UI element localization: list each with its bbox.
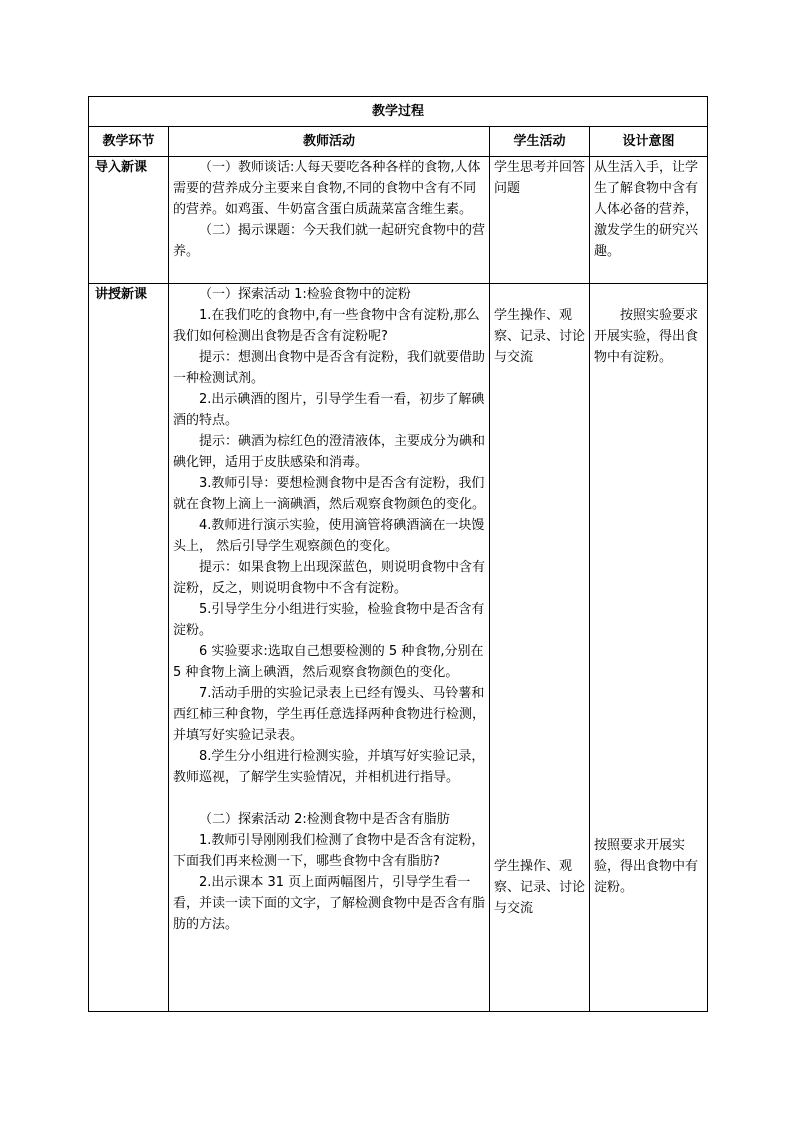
teacher-paragraph: （二）揭示课题：今天我们就一起研究食物中的营养。 bbox=[173, 223, 486, 259]
paragraph-gap bbox=[173, 788, 485, 809]
design-intent-cell bbox=[590, 157, 708, 284]
teacher-paragraph: （一）教师谈话:人每天要吃各种各样的食物,人体需要的营养成分主要来自食物,不同的食物中含有不同的营养。如鸡蛋、牛奶富含蛋白质蔬菜富含维生素。 bbox=[173, 160, 481, 217]
teacher-paragraph: 7.活动手册的实验记录表上已经有馒头、马铃薯和西红柿三种食物，学生再任意选择两种食物进行检测，并填写好实验记录表。 bbox=[173, 686, 486, 743]
header-stage: 教学环节 bbox=[89, 127, 169, 157]
intent-text: 从生活入手，让学生了解食物中含有人体必备的营养，激发学生的研究兴趣。 bbox=[594, 160, 699, 259]
student-text: 学生操作、观察、记录、讨论与交流 bbox=[494, 308, 586, 365]
teacher-paragraph: 3.教师引导：要想检测食物中是否含有淀粉，我们就在食物上滴上一滴碘酒，然后观察食物颜色的变化。 bbox=[173, 476, 486, 512]
student-activity-cell bbox=[490, 157, 590, 284]
student-activity-cell bbox=[490, 284, 590, 1012]
teacher-paragraph: 提示：想测出食物中是否含有淀粉，我们就要借助一种检测试剂。 bbox=[173, 350, 486, 386]
teacher-paragraph: 8.学生分小组进行检测实验，并填写好实验记录，教师巡视，了解学生实验情况，并相机进行指导。 bbox=[173, 749, 485, 785]
teacher-paragraph: 2.出示碘酒的图片，引导学生看一看，初步了解碘酒的特点。 bbox=[173, 392, 485, 428]
teacher-paragraph: 4.教师进行演示实验，使用滴管将碘酒滴在一块馒头上， 然后引导学生观察颜色的变化。 bbox=[173, 518, 485, 554]
intent-text: 按照实验要求开展实验，得出食物中有淀粉。 bbox=[594, 308, 699, 365]
design-intent-cell bbox=[590, 284, 708, 1012]
table-row bbox=[89, 284, 708, 1012]
stage-cell: 讲授新课 bbox=[89, 284, 169, 1012]
student-text: 学生思考并回答问题 bbox=[494, 160, 586, 196]
header-student-activity: 学生活动 bbox=[490, 127, 590, 157]
teacher-paragraph: 提示：如果食物上出现深蓝色，则说明食物中含有淀粉，反之，则说明食物中不含有淀粉。 bbox=[173, 560, 486, 596]
stage-cell: 导入新课 bbox=[89, 157, 169, 284]
teacher-paragraph: 2.出示课本 31 页上面两幅图片，引导学生看一看，并读一读下面的文字，了解检测食物中是否含有脂肪的方法。 bbox=[173, 875, 486, 932]
teacher-paragraph: 6 实验要求:选取自己想要检测的 5 种食物,分别在 5 种食物上滴上碘酒，然后观察食物颜色的变化。 bbox=[173, 644, 484, 680]
teacher-paragraph: （一）探索活动 1:检验食物中的淀粉 bbox=[199, 287, 411, 302]
teacher-paragraph: 1.教师引导刚刚我们检测了食物中是否含有淀粉，下面我们再来检测一下，哪些食物中含有脂肪? bbox=[173, 833, 485, 869]
header-design-intent: 设计意图 bbox=[590, 127, 708, 157]
table-row bbox=[89, 157, 708, 284]
student-text: 学生操作、观察、记录、讨论与交流 bbox=[494, 859, 586, 916]
header-teacher-activity: 教师活动 bbox=[169, 127, 490, 157]
teacher-paragraph: 5.引导学生分小组进行实验，检验食物中是否含有淀粉。 bbox=[173, 602, 485, 638]
intent-text: 按照要求开展实验，得出食物中有淀粉。 bbox=[594, 838, 699, 895]
teacher-paragraph: （二）探索活动 2:检测食物中是否含有脂肪 bbox=[199, 812, 450, 827]
teaching-process-table bbox=[88, 96, 708, 1012]
table-title: 教学过程 bbox=[89, 97, 708, 127]
teacher-activity-cell bbox=[169, 157, 490, 284]
teacher-paragraph: 1.在我们吃的食物中,有一些食物中含有淀粉,那么我们如何检测出食物是否含有淀粉呢? bbox=[173, 308, 480, 344]
teacher-paragraph: 提示：碘酒为棕红色的澄清液体，主要成分为碘和碘化钾，适用于皮肤感染和消毒。 bbox=[173, 434, 486, 470]
teacher-activity-cell bbox=[169, 284, 490, 1012]
